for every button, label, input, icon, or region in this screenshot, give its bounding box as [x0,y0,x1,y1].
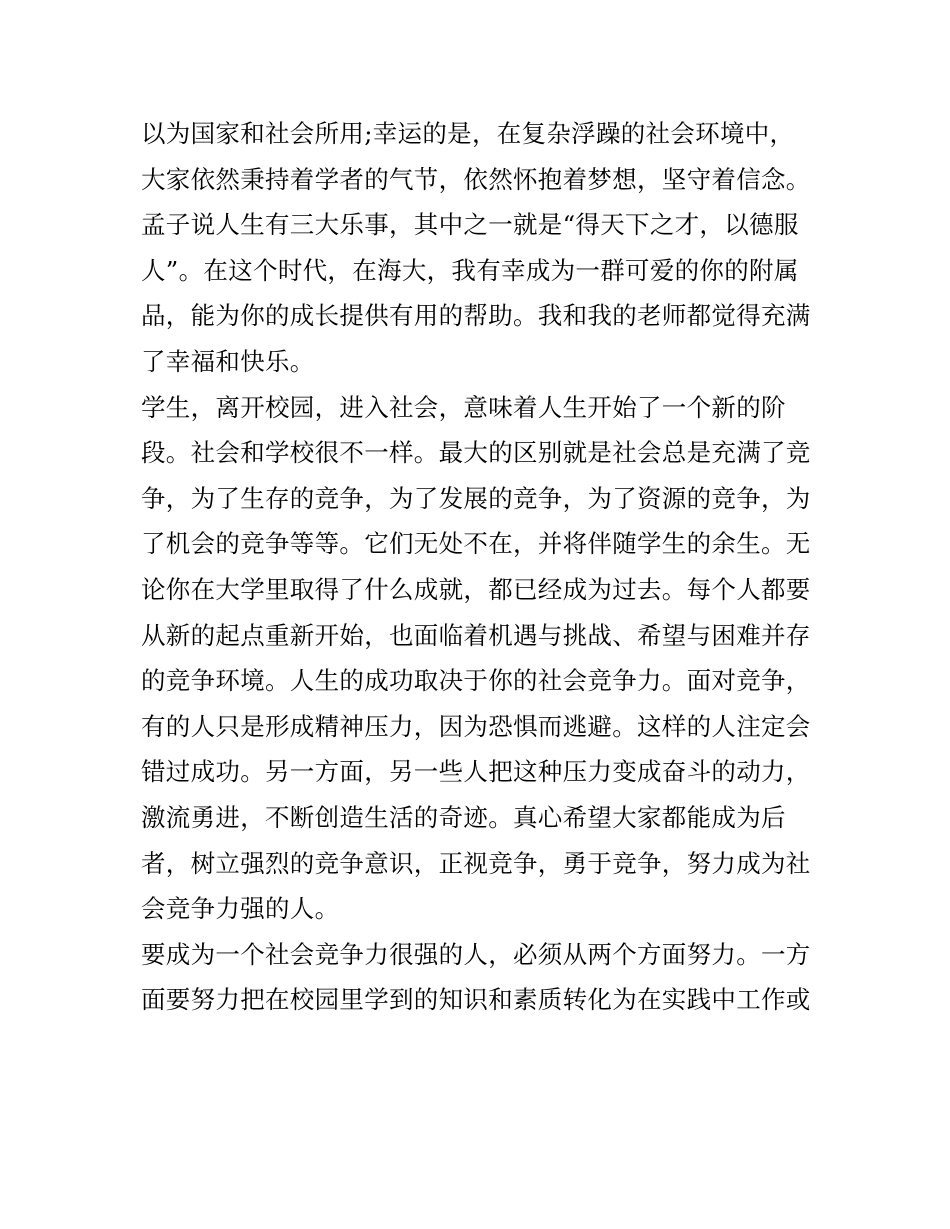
text-line: 段。社会和学校很不一样。最大的区别就是社会总是充满了竞 [141,438,811,468]
text-line: 会竞争力强的人。 [141,894,340,924]
text-line: 孟子说人生有三大乐事，其中之一就是“得天下之才，以德服 [141,210,799,240]
text-line: 人”。在这个时代，在海大，我有幸成为一群可爱的你的附属 [141,255,799,285]
text-line: 错过成功。另一方面，另一些人把这种压力变成奋斗的动力， [141,757,811,787]
text-line: 学生，离开校园，进入社会，意味着人生开始了一个新的阶 [141,392,786,422]
text-line: 的竞争环境。人生的成功取决于你的社会竞争力。面对竞争， [141,666,811,696]
text-line: 了机会的竞争等等。它们无处不在，并将伴随学生的余生。无 [141,529,811,559]
text-line: 论你在大学里取得了什么成就，都已经成为过去。每个人都要 [141,574,811,604]
text-line: 大家依然秉持着学者的气节，依然怀抱着梦想，坚守着信念。 [141,164,811,194]
text-line: 品，能为你的成长提供有用的帮助。我和我的老师都觉得充满 [141,301,811,331]
text-line: 面要努力把在校园里学到的知识和素质转化为在实践中工作或 [141,985,811,1015]
text-line: 激流勇进，不断创造生活的奇迹。真心希望大家都能成为后 [141,802,786,832]
text-line: 者，树立强烈的竞争意识，正视竞争，勇于竞争，努力成为社 [141,848,811,878]
body-text [141,111,821,1023]
text-line: 有的人只是形成精神压力，因为恐惧而逃避。这样的人注定会 [141,711,811,741]
text-line: 要成为一个社会竞争力很强的人，必须从两个方面努力。一方 [141,939,811,969]
text-line: 争，为了生存的竞争，为了发展的竞争，为了资源的竞争，为 [141,483,811,513]
text-line: 以为国家和社会所用;幸运的是，在复杂浮躁的社会环境中， [141,119,795,148]
text-line: 从新的起点重新开始，也面临着机遇与挑战、希望与困难并存 [141,620,811,650]
text-line: 了幸福和快乐。 [141,346,315,376]
